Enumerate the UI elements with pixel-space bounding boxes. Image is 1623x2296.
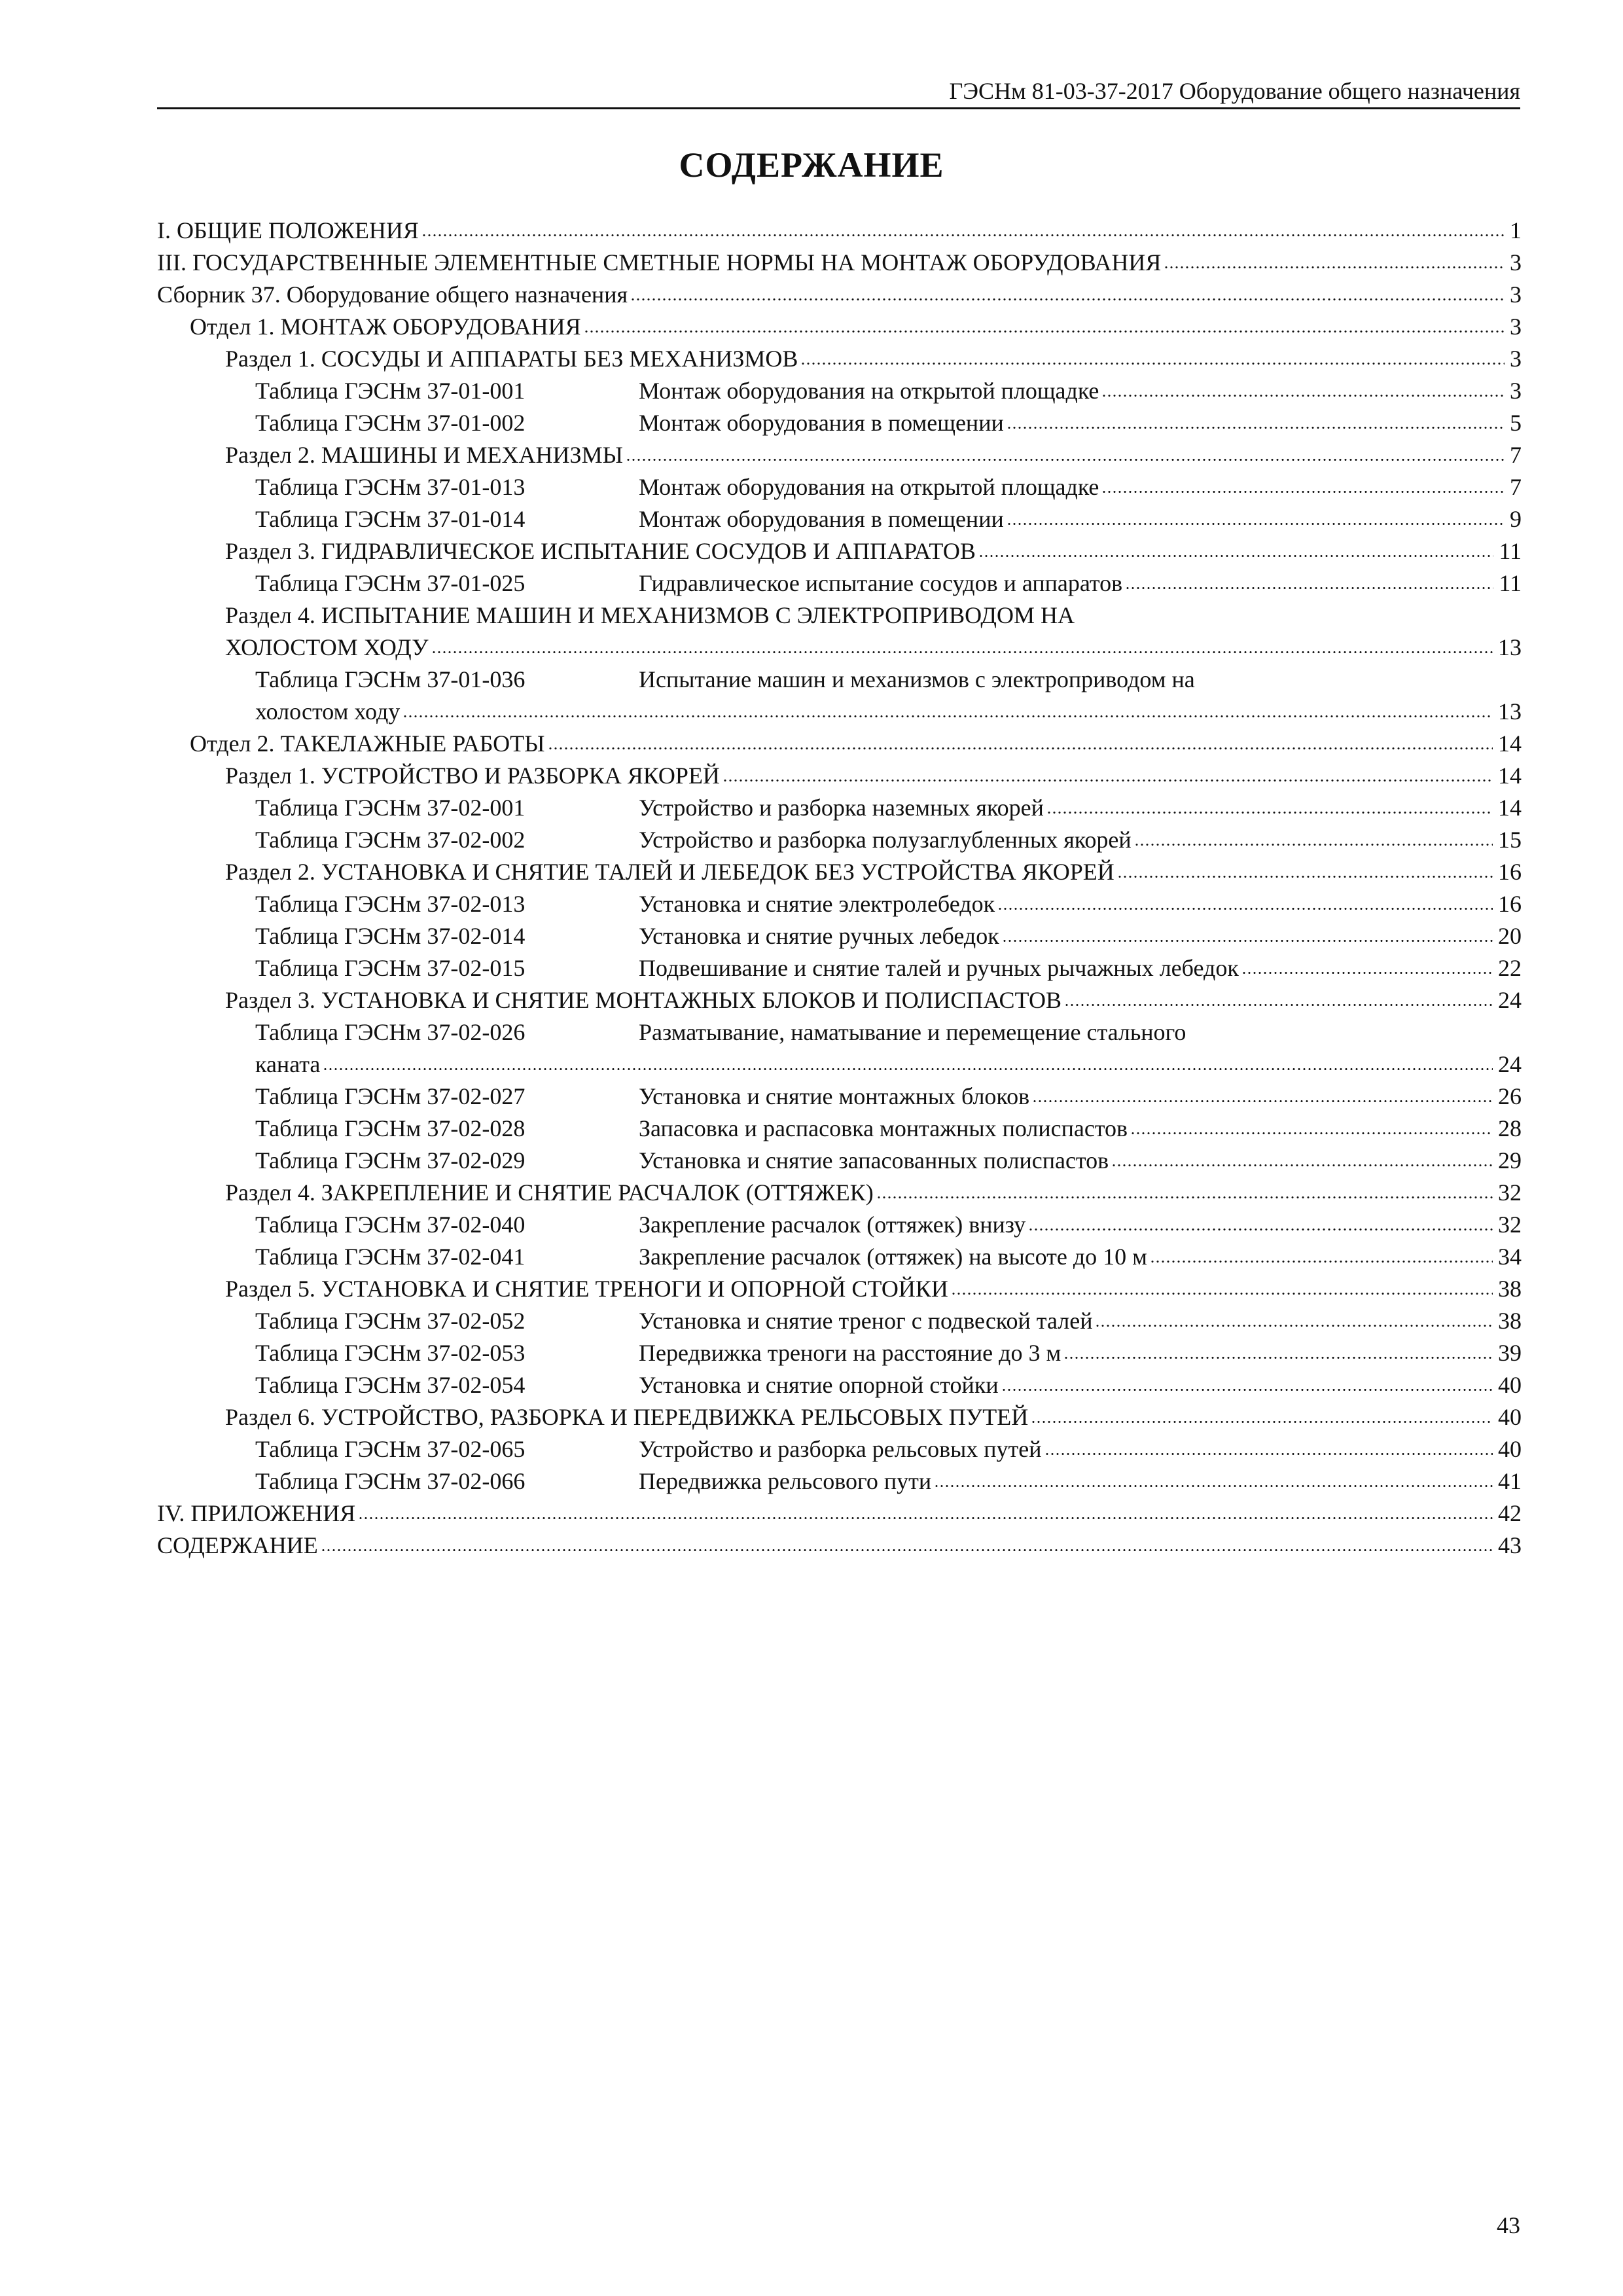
toc-entry-title: Раздел 3. УСТАНОВКА И СНЯТИЕ МОНТАЖНЫХ БЛОКОВ И ПОЛИСПАСТОВ (225, 987, 1062, 1013)
toc-table-code: Таблица ГЭСНм 37-01-025 (255, 570, 526, 596)
toc-entry-title: Передвижка треноги на расстояние до 3 м (639, 1340, 1061, 1366)
toc-table-code: Таблица ГЭСНм 37-02-013 (255, 891, 526, 917)
toc-page-number: 39 (1498, 1340, 1522, 1366)
toc-entry-title: Раздел 2. УСТАНОВКА И СНЯТИЕ ТАЛЕЙ И ЛЕБЕДОК БЕЗ УСТРОЙСТВА ЯКОРЕЙ (225, 859, 1115, 885)
header-divider (157, 107, 1520, 109)
toc-entry-title-continued: каната (255, 1051, 321, 1077)
toc-page-number: 26 (1498, 1083, 1522, 1109)
toc-page-number: 14 (1498, 730, 1522, 757)
toc-entry[interactable] (157, 247, 1522, 279)
toc-page-number: 16 (1498, 859, 1522, 885)
toc-table-code: Таблица ГЭСНм 37-01-036 (255, 666, 526, 692)
toc-table-code: Таблица ГЭСНм 37-02-028 (255, 1115, 526, 1141)
toc-entry[interactable] (157, 375, 1522, 407)
toc-entry[interactable] (157, 1081, 1522, 1113)
toc-entry-title: Сборник 37. Оборудование общего назначения (157, 281, 628, 308)
dot-leader (1044, 1453, 1493, 1455)
toc-page-number: 43 (1498, 1532, 1522, 1558)
dot-leader (358, 1517, 1493, 1519)
toc-entry[interactable] (157, 1209, 1522, 1241)
toc-entry[interactable] (157, 439, 1522, 471)
toc-page-number: 20 (1498, 923, 1522, 949)
dot-leader (431, 651, 1493, 653)
toc-page-number: 34 (1498, 1244, 1522, 1270)
toc-entry[interactable] (157, 279, 1522, 311)
toc-entry[interactable] (157, 728, 1522, 760)
toc-page-number: 24 (1498, 987, 1522, 1013)
toc-entry-title: Установка и снятие опорной стойки (639, 1372, 999, 1398)
toc-page-number: 3 (1510, 346, 1522, 372)
dot-leader (1134, 844, 1493, 846)
toc-entry[interactable] (157, 1465, 1522, 1498)
toc-table-code: Таблица ГЭСНм 37-02-066 (255, 1468, 526, 1494)
toc-entry[interactable] (157, 343, 1522, 375)
dot-leader (630, 298, 1505, 300)
toc-entry[interactable] (157, 215, 1522, 247)
toc-entry[interactable] (157, 952, 1522, 984)
toc-entry-title: Подвешивание и снятие талей и ручных рычажных лебедок (639, 955, 1239, 981)
toc-table-code: Таблица ГЭСНм 37-02-029 (255, 1147, 526, 1174)
toc-entry[interactable] (157, 600, 1522, 632)
dot-leader (722, 780, 1493, 781)
toc-entry-title: Раздел 5. УСТАНОВКА И СНЯТИЕ ТРЕНОГИ И ОПОРНОЙ СТОЙКИ (225, 1276, 948, 1302)
toc-page-number: 40 (1498, 1436, 1522, 1462)
toc-entry-title: Установка и снятие электролебедок (639, 891, 995, 917)
toc-entry[interactable] (157, 824, 1522, 856)
table-of-contents (157, 215, 1522, 1562)
dot-leader (626, 459, 1505, 461)
toc-entry[interactable] (157, 760, 1522, 792)
toc-entry-title: Отдел 2. ТАКЕЛАЖНЫЕ РАБОТЫ (190, 730, 545, 757)
toc-entry[interactable] (157, 984, 1522, 1016)
dot-leader (997, 908, 1493, 910)
toc-table-code: Таблица ГЭСНм 37-02-053 (255, 1340, 526, 1366)
toc-table-code: Таблица ГЭСНм 37-02-065 (255, 1436, 526, 1462)
toc-page-number: 22 (1498, 955, 1522, 981)
toc-entry[interactable] (157, 664, 1522, 696)
toc-page-number: 7 (1510, 442, 1522, 468)
toc-entry[interactable] (157, 311, 1522, 343)
toc-entry-title: Раздел 1. УСТРОЙСТВО И РАЗБОРКА ЯКОРЕЙ (225, 762, 720, 789)
toc-page-number: 3 (1510, 281, 1522, 308)
toc-page-number: 40 (1498, 1404, 1522, 1430)
dot-leader (1241, 972, 1493, 974)
toc-entry-title: Раздел 6. УСТРОЙСТВО, РАЗБОРКА И ПЕРЕДВИЖКА РЕЛЬСОВЫХ ПУТЕЙ (225, 1404, 1029, 1430)
toc-entry-title: Передвижка рельсового пути (639, 1468, 932, 1494)
toc-page-number: 32 (1498, 1179, 1522, 1206)
toc-entry[interactable] (157, 1369, 1522, 1401)
dot-leader (402, 715, 1493, 717)
dot-leader (1150, 1261, 1493, 1263)
page-number: 43 (1497, 2212, 1520, 2238)
toc-page-number: 13 (1498, 698, 1522, 725)
toc-page-number: 15 (1498, 827, 1522, 853)
toc-table-code: Таблица ГЭСНм 37-02-040 (255, 1211, 526, 1238)
toc-entry-title: Раздел 4. ЗАКРЕПЛЕНИЕ И СНЯТИЕ РАСЧАЛОК (ОТТЯЖЕК) (225, 1179, 874, 1206)
dot-leader (1032, 1100, 1493, 1102)
toc-entry-title-continued: холостом ходу (255, 698, 401, 725)
toc-entry[interactable] (157, 471, 1522, 503)
toc-entry[interactable] (157, 1401, 1522, 1433)
toc-page-number: 13 (1498, 634, 1522, 660)
dot-leader (584, 331, 1505, 332)
toc-entry[interactable] (157, 1530, 1522, 1562)
toc-table-code: Таблица ГЭСНм 37-02-041 (255, 1244, 526, 1270)
toc-entry-continuation[interactable] (157, 632, 1522, 664)
toc-entry[interactable] (157, 1113, 1522, 1145)
toc-entry[interactable] (157, 920, 1522, 952)
toc-page-number: 5 (1510, 410, 1522, 436)
toc-entry-continuation[interactable] (157, 1049, 1522, 1081)
toc-entry[interactable] (157, 1498, 1522, 1530)
toc-table-code: Таблица ГЭСНм 37-02-026 (255, 1019, 526, 1045)
toc-page-number: 3 (1510, 378, 1522, 404)
toc-entry[interactable] (157, 1016, 1522, 1049)
toc-entry[interactable] (157, 1305, 1522, 1337)
toc-entry-title: СОДЕРЖАНИЕ (157, 1532, 318, 1558)
dot-leader (1046, 812, 1493, 814)
toc-table-code: Таблица ГЭСНм 37-01-001 (255, 378, 526, 404)
toc-table-code: Таблица ГЭСНм 37-02-001 (255, 795, 526, 821)
toc-entry-title: Установка и снятие треног с подвеской талей (639, 1308, 1093, 1334)
dot-leader (548, 747, 1493, 749)
toc-table-code: Таблица ГЭСНм 37-02-015 (255, 955, 526, 981)
dot-leader (1031, 1421, 1493, 1423)
toc-entry-title: Монтаж оборудования в помещении (639, 410, 1004, 436)
dot-leader (323, 1068, 1493, 1070)
toc-page-number: 1 (1510, 217, 1522, 243)
toc-entry-title: Раздел 4. ИСПЫТАНИЕ МАШИН И МЕХАНИЗМОВ С ЭЛЕКТРОПРИВОДОМ НА (225, 602, 1075, 628)
toc-entry[interactable] (157, 888, 1522, 920)
toc-entry[interactable] (157, 503, 1522, 535)
toc-table-code: Таблица ГЭСНм 37-02-014 (255, 923, 526, 949)
toc-entry-title: Закрепление расчалок (оттяжек) внизу (639, 1211, 1026, 1238)
dot-leader (934, 1485, 1493, 1487)
toc-entry-title: Раздел 1. СОСУДЫ И АППАРАТЫ БЕЗ МЕХАНИЗМОВ (225, 346, 798, 372)
toc-table-code: Таблица ГЭСНм 37-01-014 (255, 506, 526, 532)
toc-entry[interactable] (157, 792, 1522, 824)
toc-page-number: 3 (1510, 249, 1522, 276)
toc-entry[interactable] (157, 856, 1522, 888)
toc-table-code: Таблица ГЭСНм 37-02-052 (255, 1308, 526, 1334)
toc-entry-continuation[interactable] (157, 696, 1522, 728)
header-title: ГЭСНм 81-03-37-2017 Оборудование общего назначения (949, 78, 1520, 104)
toc-entry[interactable] (157, 1145, 1522, 1177)
dot-leader (1125, 587, 1493, 589)
dot-leader (1101, 395, 1505, 397)
toc-page-number: 14 (1498, 762, 1522, 789)
toc-entry-title: Раздел 3. ГИДРАВЛИЧЕСКОЕ ИСПЫТАНИЕ СОСУДОВ И АППАРАТОВ (225, 538, 976, 564)
toc-entry[interactable] (157, 1337, 1522, 1369)
toc-entry-title: Устройство и разборка наземных якорей (639, 795, 1044, 821)
toc-entry-title: Разматывание, наматывание и перемещение стального (639, 1019, 1186, 1045)
dot-leader (1101, 491, 1505, 493)
toc-table-code: Таблица ГЭСНм 37-02-027 (255, 1083, 526, 1109)
toc-page-number: 38 (1498, 1276, 1522, 1302)
dot-leader (1095, 1325, 1493, 1327)
toc-entry-title: III. ГОСУДАРСТВЕННЫЕ ЭЛЕМЕНТНЫЕ СМЕТНЫЕ НОРМЫ НА МОНТАЖ ОБОРУДОВАНИЯ (157, 249, 1162, 276)
toc-entry-title: Устройство и разборка полузаглубленных якорей (639, 827, 1132, 853)
toc-page-number: 24 (1498, 1051, 1522, 1077)
toc-table-code: Таблица ГЭСНм 37-02-002 (255, 827, 526, 853)
toc-entry-title: Устройство и разборка рельсовых путей (639, 1436, 1042, 1462)
toc-page-number: 41 (1498, 1468, 1522, 1494)
toc-page-number: 42 (1498, 1500, 1522, 1526)
toc-page-number: 14 (1498, 795, 1522, 821)
toc-entry-title: Установка и снятие запасованных полиспастов (639, 1147, 1109, 1174)
toc-page-number: 32 (1498, 1211, 1522, 1238)
dot-leader (1002, 940, 1493, 942)
toc-page-number: 38 (1498, 1308, 1522, 1334)
toc-table-code: Таблица ГЭСНм 37-02-054 (255, 1372, 526, 1398)
toc-entry[interactable] (157, 1177, 1522, 1209)
toc-entry-title: Установка и снятие ручных лебедок (639, 923, 999, 949)
toc-entry-title: Монтаж оборудования на открытой площадке (639, 378, 1099, 404)
dot-leader (1111, 1164, 1493, 1166)
dot-leader (1063, 1357, 1493, 1359)
toc-entry-title-continued: ХОЛОСТОМ ХОДУ (225, 634, 429, 660)
toc-entry[interactable] (157, 1241, 1522, 1273)
dot-leader (1130, 1132, 1493, 1134)
dot-leader (1028, 1229, 1493, 1230)
dot-leader (951, 1293, 1493, 1295)
toc-entry-title: I. ОБЩИЕ ПОЛОЖЕНИЯ (157, 217, 419, 243)
toc-entry-title: Установка и снятие монтажных блоков (639, 1083, 1030, 1109)
toc-entry[interactable] (157, 1273, 1522, 1305)
toc-entry[interactable] (157, 1433, 1522, 1465)
toc-entry-title: Отдел 1. МОНТАЖ ОБОРУДОВАНИЯ (190, 314, 581, 340)
dot-leader (1064, 1004, 1493, 1006)
toc-entry-title: Испытание машин и механизмов с электроприводом на (639, 666, 1195, 692)
dot-leader (1007, 427, 1505, 429)
toc-page-number: 40 (1498, 1372, 1522, 1398)
dot-leader (421, 234, 1505, 236)
toc-entry-title: Монтаж оборудования на открытой площадке (639, 474, 1099, 500)
dot-leader (1001, 1389, 1493, 1391)
dot-leader (876, 1196, 1493, 1198)
toc-entry-title: Монтаж оборудования в помещении (639, 506, 1004, 532)
toc-entry-title: Гидравлическое испытание сосудов и аппаратов (639, 570, 1123, 596)
toc-table-code: Таблица ГЭСНм 37-01-013 (255, 474, 526, 500)
toc-page-number: 3 (1510, 314, 1522, 340)
toc-table-code: Таблица ГЭСНм 37-01-002 (255, 410, 526, 436)
dot-leader (1117, 876, 1493, 878)
toc-page-number: 11 (1499, 570, 1522, 596)
toc-page-number: 11 (1499, 538, 1522, 564)
page-title: СОДЕРЖАНИЕ (679, 145, 944, 185)
toc-entry-title: Запасовка и распасовка монтажных полиспастов (639, 1115, 1128, 1141)
toc-entry-title: Раздел 2. МАШИНЫ И МЕХАНИЗМЫ (225, 442, 623, 468)
dot-leader (800, 363, 1505, 365)
toc-page-number: 28 (1498, 1115, 1522, 1141)
toc-entry-title: IV. ПРИЛОЖЕНИЯ (157, 1500, 356, 1526)
toc-entry-title: Закрепление расчалок (оттяжек) на высоте до 10 м (639, 1244, 1147, 1270)
toc-entry[interactable] (157, 535, 1522, 567)
toc-entry[interactable] (157, 567, 1522, 600)
toc-page-number: 9 (1510, 506, 1522, 532)
toc-page-number: 16 (1498, 891, 1522, 917)
dot-leader (1164, 266, 1505, 268)
dot-leader (1007, 523, 1505, 525)
toc-page-number: 7 (1510, 474, 1522, 500)
toc-page-number: 29 (1498, 1147, 1522, 1174)
toc-entry[interactable] (157, 407, 1522, 439)
dot-leader (978, 555, 1493, 557)
dot-leader (321, 1549, 1493, 1551)
